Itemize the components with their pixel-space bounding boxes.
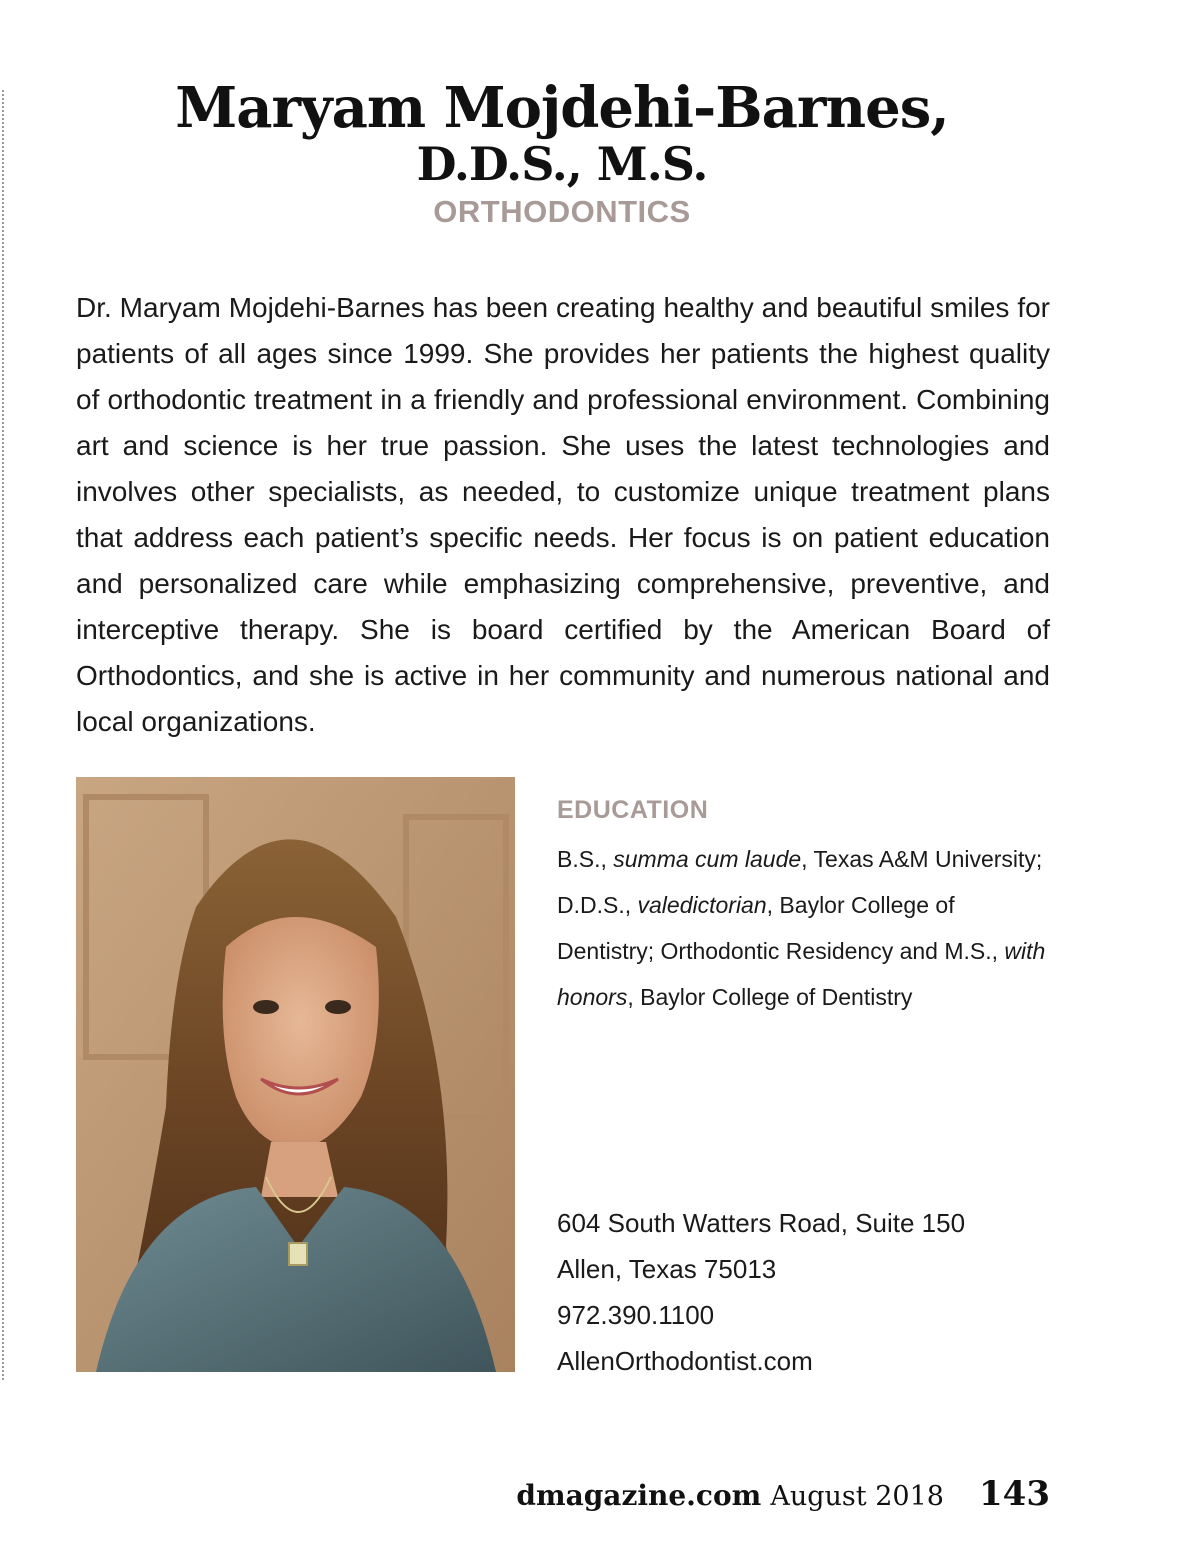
- page-number: 143: [979, 1474, 1050, 1514]
- education-heading: EDUCATION: [557, 796, 709, 824]
- contact-block: [557, 1200, 1057, 1384]
- doctor-portrait-photo: [76, 777, 515, 1372]
- education-honor-with-honors: with honors: [557, 938, 1046, 1010]
- education-honor-valedictorian: valedictorian: [637, 892, 767, 918]
- doctor-name: Maryam Mojdehi-Barnes,: [175, 75, 949, 141]
- biography-paragraph: Dr. Maryam Mojdehi-Barnes has been creating healthy and beautiful smiles for patients of all ages since 1999. She provides her patients the highest quality of orthodontic treatment in a friendly and professional environment. Combining art and science is her true passion. She uses the latest technologies and involves other specialists, as needed, to customize unique treatment plans that address each patient’s specific needs. Her focus is on patient education and personalized care while emphasizing comprehensive, preventive, and interceptive therapy. She is board certified by the American Board of Orthodontics, and she is active in her community and numerous national and local organizations.: [76, 292, 1050, 737]
- footer-date: August 2018: [770, 1481, 944, 1512]
- doctor-credentials: D.D.S., M.S.: [416, 137, 708, 191]
- education-details: [557, 836, 1047, 1020]
- education-text-segment: , Baylor College of Dentistry: [627, 984, 913, 1010]
- page-edge-rule: [2, 90, 4, 1380]
- address-line: 604 South Watters Road, Suite 150: [557, 1208, 966, 1238]
- city-state-zip: Allen, Texas 75013: [557, 1254, 777, 1284]
- profile-header: [0, 75, 1124, 232]
- education-text-segment: B.S.,: [557, 846, 614, 872]
- page-footer: [516, 1474, 1050, 1514]
- specialty-label: ORTHODONTICS: [433, 194, 691, 229]
- education-honor-summa: summa cum laude: [613, 846, 802, 872]
- phone-number: 972.390.1100: [557, 1300, 715, 1330]
- education-text-segment: , Baylor College of Dentistry; Orthodontic Residency and M.S.,: [557, 892, 1005, 964]
- education-text-segment: , Texas A&M University; D.D.S.,: [557, 846, 1043, 918]
- website-link[interactable]: AllenOrthodontist.com: [557, 1346, 813, 1376]
- footer-site: dmagazine.com: [516, 1479, 762, 1512]
